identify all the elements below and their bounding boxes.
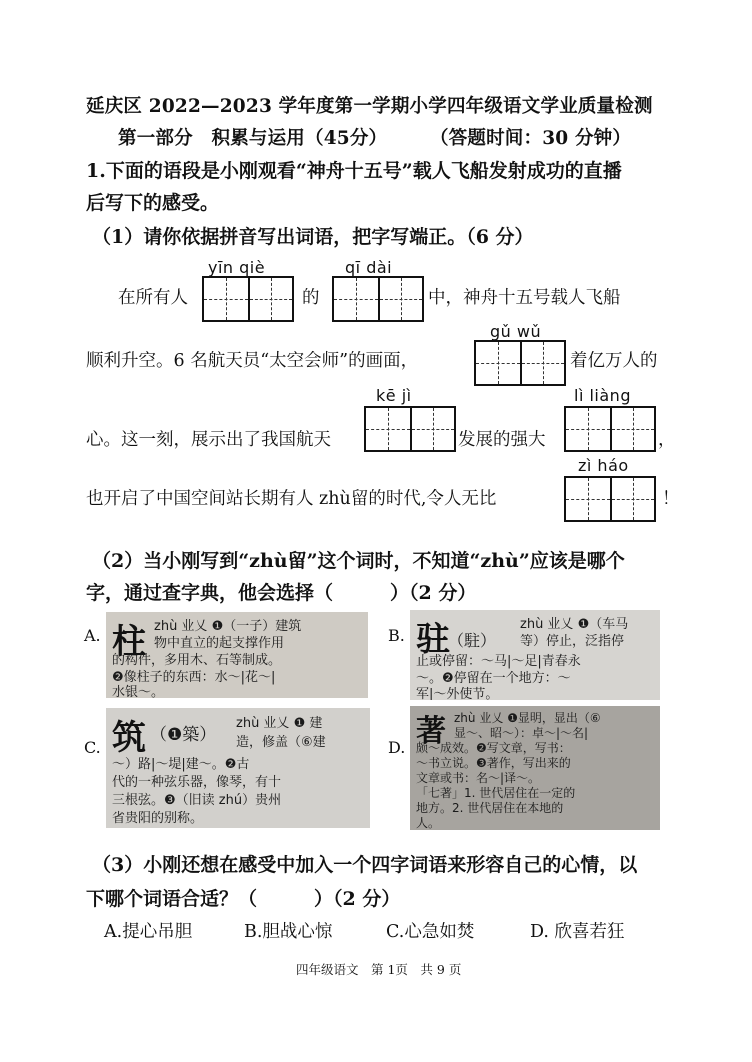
dict-a-line: 水银～。 bbox=[112, 685, 165, 698]
q1-stem-line2: 后写下的感受。 bbox=[86, 192, 220, 214]
dict-b-line: 止或停留：～马|～足|青春永 bbox=[416, 654, 581, 669]
q1-sub1-heading: （1）请你依据拼音写出词语，把字写端正。（6 分） bbox=[92, 226, 534, 248]
dict-a-line: 的构件，多用木、石等制成。 bbox=[112, 653, 282, 668]
passage-line3-a: 心。这一刻，展示出了我国航天 bbox=[86, 430, 331, 450]
passage-line4-a: 也开启了中国空间站长期有人 zhù留的时代,令人无比 bbox=[86, 489, 497, 509]
dict-d-line: 文章或书：名～|译～。 bbox=[416, 771, 541, 785]
answer-grid-qidai[interactable] bbox=[332, 276, 424, 322]
passage-line2-a: 顺利升空。6 名航天员“太空会师”的画面， bbox=[86, 351, 419, 371]
dict-b-line: 等）停止，泛指停 bbox=[520, 634, 625, 649]
dict-d-line: 显～、昭～）：卓～|～名| bbox=[454, 726, 589, 740]
dict-b-line: 军|～外使节。 bbox=[416, 687, 499, 700]
dictionary-entry-d[interactable] bbox=[410, 706, 660, 830]
dict-c-line: 代的一种弦乐器，像琴，有十 bbox=[112, 775, 282, 790]
answer-grid-keji[interactable] bbox=[364, 406, 456, 452]
pinyin-liliang: lì liàng bbox=[574, 386, 631, 405]
pinyin-qidai: qī dài bbox=[345, 258, 393, 277]
q1-sub3-line2: 下哪个词语合适？（ ）（2 分） bbox=[86, 888, 401, 910]
dict-c-line: ～）路|～堤|建～。❷古 bbox=[112, 757, 250, 772]
option-b-label[interactable]: B. bbox=[388, 626, 405, 645]
dict-d-line: 地方。2. 世代居住在本地的 bbox=[416, 801, 564, 815]
dict-d-line: 「七著」1. 世代居住在一定的 bbox=[416, 786, 576, 800]
dict-a-line: 物中直立的起支撑作用 bbox=[154, 636, 285, 651]
dict-char-a: 柱 bbox=[112, 622, 146, 662]
passage-line4-b: ！ bbox=[662, 489, 680, 509]
passage-line1-a: 在所有人 bbox=[118, 288, 188, 308]
option-a-label[interactable]: A. bbox=[84, 626, 101, 645]
answer-time: （答题时间：30 分钟） bbox=[430, 128, 632, 149]
option-c-label[interactable]: C. bbox=[84, 738, 101, 757]
dict-c-line: 造，修盖（⑥建 bbox=[236, 735, 326, 750]
q1-sub2-line1: （2）当小刚写到“zhù留”这个词时，不知道“zhù”应该是哪个 bbox=[92, 550, 625, 572]
q1-sub3-option-d[interactable]: D. 欣喜若狂 bbox=[530, 922, 625, 942]
passage-line3-b: 发展的强大 bbox=[458, 430, 546, 450]
answer-grid-guwu[interactable] bbox=[474, 340, 566, 386]
passage-line1-b: 的 bbox=[302, 288, 320, 308]
answer-grid-liliang[interactable] bbox=[564, 406, 656, 452]
dict-c-traditional: （❶築） bbox=[150, 725, 217, 745]
pinyin-zihao: zì háo bbox=[578, 456, 629, 475]
page-footer: 四年级语文 第 1页 共 9 页 bbox=[296, 962, 462, 977]
passage-line2-b: 着亿万人的 bbox=[570, 351, 658, 371]
q1-sub3-option-b[interactable]: B.胆战心惊 bbox=[244, 922, 333, 942]
pinyin-keji: kē jì bbox=[376, 386, 412, 405]
dict-b-line: zhù 业乂 ❶（车马 bbox=[520, 617, 629, 632]
dict-b-line: ～。❷停留在一个地方：～ bbox=[416, 671, 571, 686]
q1-sub3-option-a[interactable]: A.提心吊胆 bbox=[104, 922, 193, 942]
dictionary-entry-a[interactable] bbox=[106, 612, 368, 698]
q1-sub3-line1: （3）小刚还想在感受中加入一个四字词语来形容自己的心情，以 bbox=[92, 854, 638, 876]
answer-grid-zihao[interactable] bbox=[564, 476, 656, 522]
dict-d-line: zhù 业乂 ❶显明，显出（⑥ bbox=[454, 711, 601, 725]
pinyin-guwu: gǔ wǔ bbox=[490, 322, 542, 341]
dict-b-traditional: （駐） bbox=[448, 631, 497, 650]
passage-line1-c: 中，神舟十五号载人飞船 bbox=[428, 288, 621, 308]
option-d-label[interactable]: D. bbox=[388, 738, 406, 757]
dict-d-line: 人。 bbox=[416, 816, 441, 830]
dict-char-d: 著 bbox=[416, 714, 446, 749]
q1-sub2-line2: 字，通过查字典，他会选择（ ）（2 分） bbox=[86, 582, 477, 604]
answer-grid-yinqie[interactable] bbox=[202, 276, 294, 322]
passage-line3-c: ， bbox=[658, 430, 676, 450]
dict-char-c: 筑 bbox=[112, 718, 146, 758]
dict-c-line: 省贵阳的别称。 bbox=[112, 811, 204, 826]
dict-c-line: zhù 业乂 ❶ 建 bbox=[236, 716, 323, 731]
q1-stem-line1: 1.下面的语段是小刚观看“神舟十五号”载人飞船发射成功的直播 bbox=[86, 160, 622, 182]
dictionary-entry-c[interactable] bbox=[106, 708, 370, 828]
part-heading: 第一部分 积累与运用（45分） bbox=[118, 128, 388, 149]
dict-char-b: 驻 bbox=[416, 620, 450, 660]
pinyin-yinqie: yīn qiè bbox=[208, 258, 266, 277]
dict-a-line: ❷像柱子的东西：水～|花～| bbox=[112, 670, 276, 685]
exam-title: 延庆区 2022—2023 学年度第一学期小学四年级语文学业质量检测 bbox=[86, 96, 653, 117]
dict-a-line: zhù 业乂 ❶（一子）建筑 bbox=[154, 619, 302, 634]
dictionary-entry-b[interactable] bbox=[410, 610, 660, 700]
dict-d-line: 颇～成效。❷写文章，写书： bbox=[416, 741, 571, 755]
dict-d-line: ～书立说。❸著作，写出来的 bbox=[416, 756, 571, 770]
q1-sub3-option-c[interactable]: C.心急如焚 bbox=[386, 922, 475, 942]
dict-c-line: 三根弦。❸（旧读 zhú）贵州 bbox=[112, 793, 282, 808]
